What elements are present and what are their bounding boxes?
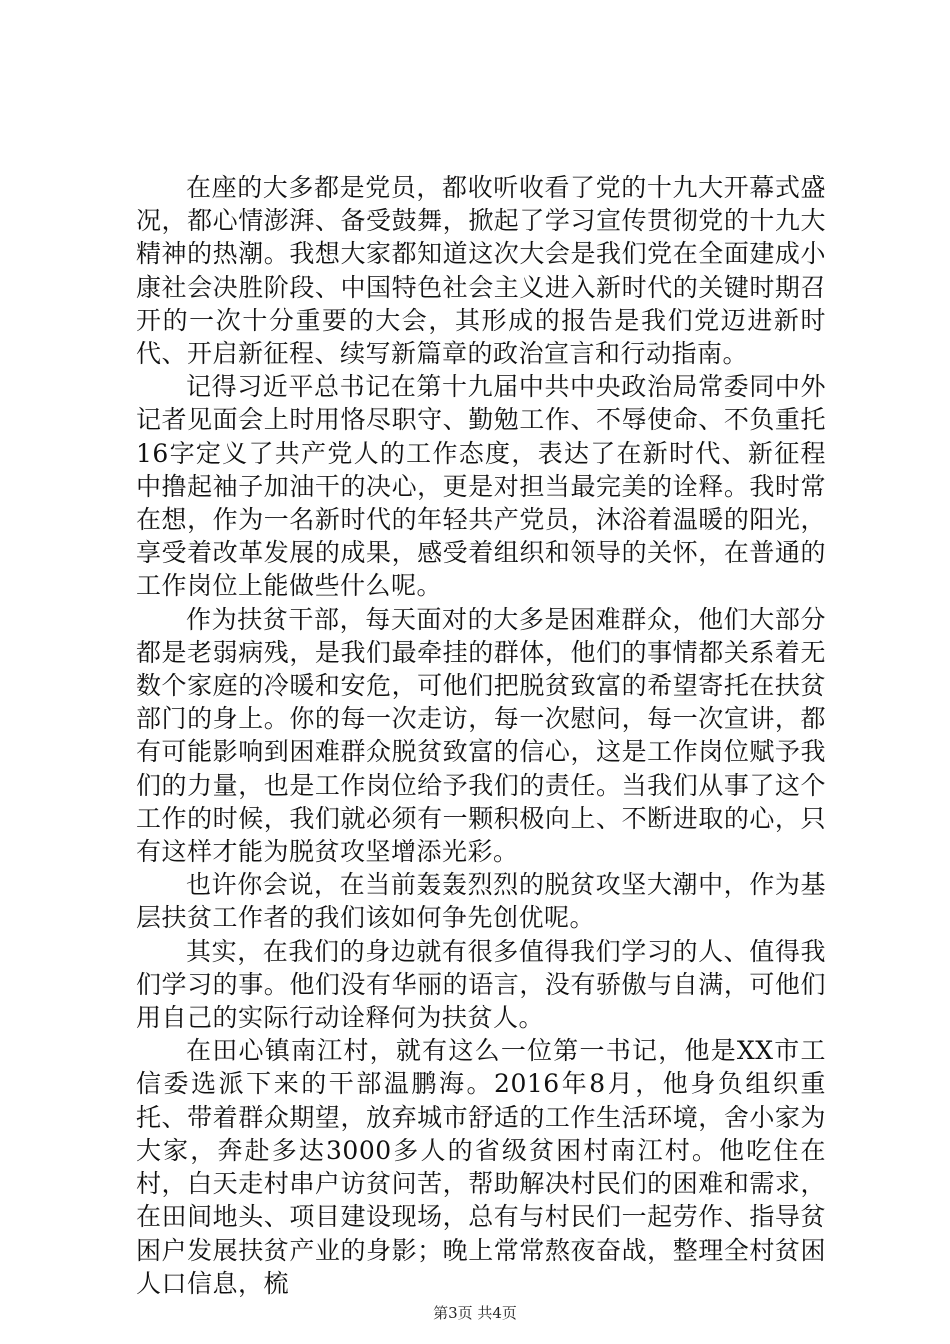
- document-body: [136, 171, 826, 1300]
- paragraph-4: 也许你会说，在当前轰轰烈烈的脱贫攻坚大潮中，作为基层扶贫工作者的我们该如何争先创优呢。: [136, 870, 826, 933]
- page-number-footer: 第3页 共4页: [433, 1304, 517, 1322]
- paragraph-1: 在座的大多都是党员，都收听收看了党的十九大开幕式盛况，都心情澎湃、备受鼓舞，掀起了学习宣传贯彻党的十九大精神的热潮。我想大家都知道这次大会是我们党在全面建成小康社会决胜阶段、中国特色社会主义进入新时代的关键时期召开的一次十分重要的大会，其形成的报告是我们党迈进新时代、开启新征程、续写新篇章的政治宣言和行动指南。: [136, 173, 826, 369]
- paragraph-2: 记得习近平总书记在第十九届中共中央政治局常委同中外记者见面会上时用恪尽职守、勤勉工作、不辱使命、不负重托16字定义了共产党人的工作态度，表达了在新时代、新征程中撸起袖子加油干的决心，更是对担当最完美的诠释。我时常在想，作为一名新时代的年轻共产党员，沐浴着温暖的阳光，享受着改革发展的成果，感受着组织和领导的关怀，在普通的工作岗位上能做些什么呢。: [136, 372, 826, 601]
- paragraph-6: 在田心镇南江村，就有这么一位第一书记，他是XX市工信委选派下来的干部温鹏海。2016年8月，他身负组织重托、带着群众期望，放弃城市舒适的工作生活环境，舍小家为大家，奔赴多达3000多人的省级贫困村南江村。他吃住在村，白天走村串户访贫问苦，帮助解决村民们的困难和需求，在田间地头、项目建设现场，总有与村民们一起劳作、指导贫困户发展扶贫产业的身影；晚上常常熬夜奋战，整理全村贫困人口信息，梳: [136, 1036, 826, 1298]
- paragraph-3: 作为扶贫干部，每天面对的大多是困难群众，他们大部分都是老弱病残，是我们最牵挂的群体，他们的事情都关系着无数个家庭的冷暖和安危，可他们把脱贫致富的希望寄托在扶贫部门的身上。你的每一次走访，每一次慰问，每一次宣讲，都有可能影响到困难群众脱贫致富的信心，这是工作岗位赋予我们的力量，也是工作岗位给予我们的责任。当我们从事了这个工作的时候，我们就必须有一颗积极向上、不断进取的心，只有这样才能为脱贫攻坚增添光彩。: [136, 604, 826, 867]
- paragraph-5: 其实，在我们的身边就有很多值得我们学习的人、值得我们学习的事。他们没有华丽的语言，没有骄傲与自满，可他们用自己的实际行动诠释何为扶贫人。: [136, 936, 826, 1033]
